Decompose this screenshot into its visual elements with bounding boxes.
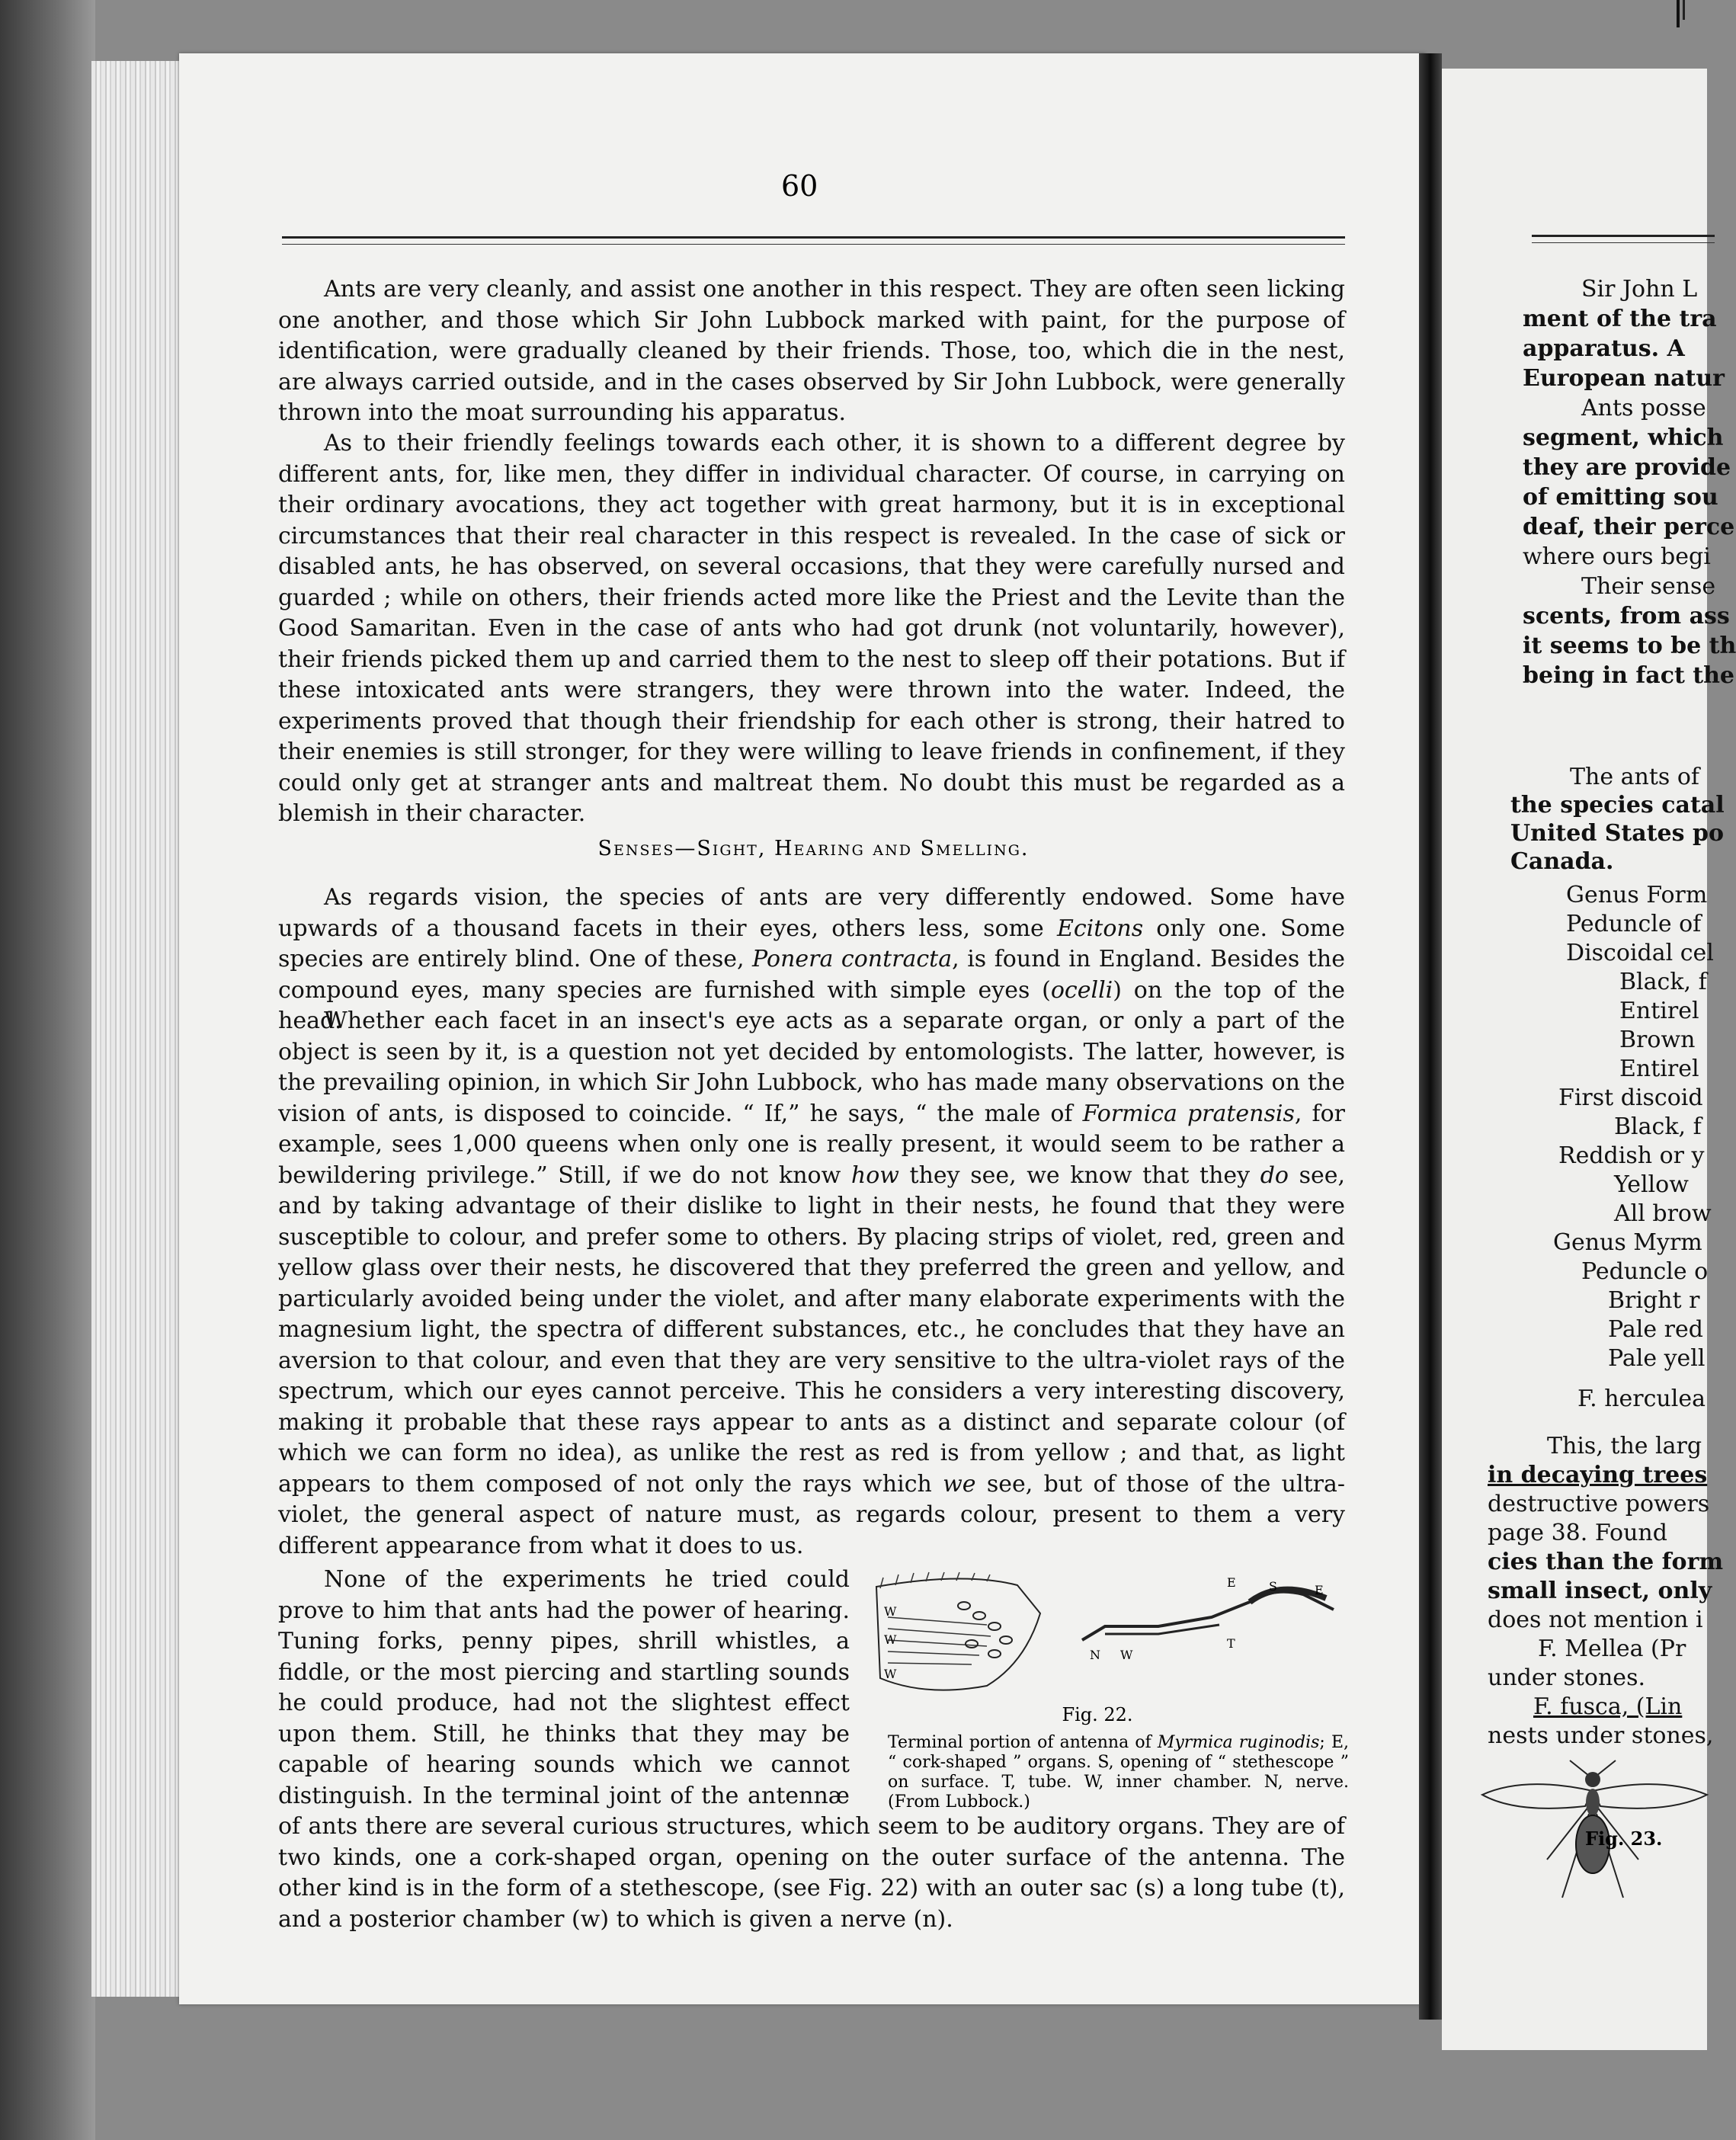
fig22-letter-n: N bbox=[1090, 1648, 1100, 1662]
right-bottom-line-1: in decaying trees bbox=[1488, 1462, 1708, 1488]
right-top-line-12: it seems to be th bbox=[1523, 633, 1736, 659]
right-list-2: Discoidal cel bbox=[1566, 940, 1714, 966]
page-number: 60 bbox=[781, 169, 818, 203]
fig22-letter-w4: W bbox=[1120, 1648, 1133, 1662]
paragraph-friendship: As to their friendly feelings towards each other, it is shown to a different degree by different ants, for, like men, they differ in individual character. Of course, in carrying on their ordinary avocations, they act together with great harmony, but it is in exceptional circumstances that their real character in this respect is revealed. In the case of sick or disabled ants, he has observed, on several occasions, that they were carefully nursed and guarded ; while on others, their friends acted more like the Priest and the Levite than the Good Samaritan. Even in the case of ants who had got drunk (not voluntarily, however), their friends picked them up and carried them to the nest to sleep off their potations. But if these intoxicated ants were strangers, they were thrown into the water. Indeed, the experiments proved that though their friendship for each other is strong, their hatred to their enemies is still stronger, for they were willing to leave friends in confinement, if they could only get at stranger ants and maltreat them. No doubt this must be regarded as a blemish in their character. bbox=[278, 430, 1345, 827]
right-top-line-4: Ants posse bbox=[1581, 395, 1706, 421]
right-list-6: Entirel bbox=[1619, 1056, 1699, 1082]
right-top-line-13: being in fact the bbox=[1523, 662, 1735, 689]
right-bottom-line-9: F. fusca, (Lin bbox=[1533, 1693, 1683, 1720]
antenna-section-illustration bbox=[873, 1571, 1048, 1701]
paragraph-hearing: None of the experiments he tried could prove to him that ants had the power of hearing. Tuning forks, penny pipes, shrill whistles, a fiddle, or the most piercing and startling sounds he could produce, had not the slightest effect upon them. Still, he thinks that they may be capable of hearing sounds which we cannot distinguish. In the terminal joint of the antennæ of ants there are several curious structures, which seem to be auditory organs. They are of two kinds, one a cork-shaped organ, opening on the outer surface of the antenna. The other kind is in the form of a stethescope, (see Fig. 22) with an outer sac (s) a long tube (t), and a posterior chamber (w) to which is given a nerve (n). bbox=[278, 1566, 1345, 1933]
scan-mark-2 bbox=[1683, 0, 1685, 20]
header-rule-thin bbox=[282, 244, 1345, 245]
right-list-15: Pale red bbox=[1608, 1316, 1703, 1343]
right-header-rule-thin bbox=[1532, 242, 1715, 243]
right-top-line-9: where ours begi bbox=[1523, 543, 1711, 570]
book-gutter bbox=[1419, 53, 1442, 2020]
book-edge-shadow bbox=[0, 0, 95, 2140]
right-mid-line-1: the species catal bbox=[1510, 792, 1725, 819]
right-top-line-10: Their sense bbox=[1581, 573, 1716, 600]
right-top-line-3: European natur bbox=[1523, 365, 1725, 392]
scan-mark bbox=[1677, 0, 1680, 27]
fig22-letter-w3: W bbox=[884, 1667, 897, 1681]
paragraph-vision: As regards vision, the species of ants are very differently endowed. Some have upwards of a thousand facets in their eyes, others less, some Ecitons only one. Some species are entirely blind. One of these, Ponera contracta, is found in England. Besides the compound eyes, many species are furnished with simple eyes (ocelli) on the top of the head. bbox=[278, 884, 1346, 1034]
right-header-rule bbox=[1532, 235, 1715, 237]
right-top-line-1: ment of the tra bbox=[1523, 306, 1717, 332]
right-mid-line-3: Canada. bbox=[1510, 848, 1614, 875]
right-bottom-line-3: page 38. Found bbox=[1488, 1520, 1667, 1546]
right-top-line-0: Sir John L bbox=[1581, 276, 1698, 303]
fig22-letter-t: T bbox=[1227, 1636, 1235, 1651]
page-stack-edges bbox=[91, 61, 183, 1997]
stethoscope-organ-illustration bbox=[1075, 1571, 1345, 1663]
right-list-0: Genus Form bbox=[1566, 882, 1708, 908]
right-mid-line-0: The ants of bbox=[1570, 764, 1699, 790]
section-heading: Senses—Sight, Hearing and Smelling. bbox=[597, 837, 1030, 860]
right-bottom-line-4: cies than the form bbox=[1488, 1549, 1724, 1575]
right-bottom-line-8: under stones. bbox=[1488, 1664, 1645, 1691]
right-list-3: Black, f bbox=[1619, 969, 1707, 995]
right-bottom-line-5: small insect, only bbox=[1488, 1578, 1712, 1604]
right-top-line-11: scents, from ass bbox=[1523, 603, 1730, 630]
right-mid-line-2: United States po bbox=[1510, 820, 1724, 847]
right-bottom-line-7: F. Mellea (Pr bbox=[1538, 1635, 1686, 1662]
right-top-line-5: segment, which bbox=[1523, 424, 1724, 451]
right-list-8: Black, f bbox=[1614, 1113, 1702, 1140]
right-list-17: F. herculea bbox=[1577, 1386, 1706, 1412]
right-list-10: Yellow bbox=[1614, 1171, 1689, 1198]
figure-22-label: Fig. 22. bbox=[1062, 1704, 1133, 1725]
fig22-letter-w1: W bbox=[884, 1604, 897, 1619]
right-bottom-line-2: destructive powers bbox=[1488, 1491, 1710, 1517]
paragraph-cleanliness: Ants are very cleanly, and assist one another in this respect. They are often seen licking one another, and those which Sir John Lubbock marked with paint, for the purpose of identification, were gradually cleaned by their friends. Those, too, which die in the nest, are always carried outside, and in the cases observed by Sir John Lubbock, were generally thrown into the moat surrounding his apparatus. bbox=[278, 276, 1345, 426]
right-list-13: Peduncle o bbox=[1581, 1258, 1709, 1285]
fig22-letter-e1: E bbox=[1227, 1575, 1236, 1590]
right-top-line-8: deaf, their perce bbox=[1523, 514, 1735, 540]
right-bottom-line-10: nests under stones, bbox=[1488, 1722, 1714, 1749]
right-list-9: Reddish or y bbox=[1558, 1142, 1705, 1169]
paragraph-facets: Whether each facet in an insect's eye acts as a separate organ, or only a part of the object is seen by it, is a question not yet decided by entomologists. The latter, however, is the prevailing opinion, in which Sir John Lubbock, who has made many observations on the vision of ants, is disposed to coincide. “ If,” he says, “ the male of Formica pratensis, for example, sees 1,000 queens when only one is really present, it would seem to be rather a bewildering privilege.” Still, if we do not know how they see, we know that they do see, and by taking advantage of their dislike to light in their nests, he found that they were susceptible to colour, and prefer some to others. By placing strips of violet, red, green and yellow glass over their nests, he discovered that they preferred the green and yellow, and particularly avoided being under the violet, and after many elaborate experiments with the magnesium light, the spectra of different substances, etc., he concludes that they have an aversion to that colour, and even that they are very sensitive to the ultra-violet rays of the spectrum, which our eyes cannot perceive. This he considers a very interesting discovery, making it probable that these rays appear to ants as a distinct and separate colour (of which we can form no idea), as unlike the rest as red is from yellow ; and that, as light appears to them composed of not only the rays which we see, but of those of the ultra-violet, the general aspect of nature must, as regards colour, present to them a very different appearance from what it does to us. bbox=[278, 1008, 1346, 1559]
figure-22-caption: Terminal portion of antenna of Myrmica ruginodis; E, “ cork-shaped ” organs. S, opening of “ stethescope ” on surface. T, tube. W, inner chamber. N, nerve. (From Lubbock.) bbox=[888, 1733, 1349, 1812]
header-rule bbox=[282, 236, 1345, 239]
right-list-11: All brow bbox=[1614, 1200, 1712, 1227]
right-top-line-7: of emitting sou bbox=[1523, 484, 1718, 511]
right-top-line-6: they are provide bbox=[1523, 454, 1731, 481]
right-bottom-line-6: does not mention i bbox=[1488, 1607, 1703, 1633]
right-list-7: First discoid bbox=[1558, 1084, 1703, 1111]
fig22-letter-e2: E bbox=[1315, 1583, 1324, 1597]
figure-23-label: Fig. 23. bbox=[1585, 1828, 1663, 1850]
right-list-16: Pale yell bbox=[1608, 1345, 1706, 1372]
right-list-1: Peduncle of bbox=[1566, 911, 1702, 937]
right-top-line-2: apparatus. A bbox=[1523, 335, 1685, 362]
fig22-letter-w2: W bbox=[884, 1632, 897, 1647]
fig22-letter-s: S bbox=[1269, 1579, 1277, 1594]
right-list-14: Bright r bbox=[1608, 1287, 1700, 1314]
right-list-12: Genus Myrm bbox=[1553, 1229, 1702, 1256]
right-list-4: Entirel bbox=[1619, 998, 1699, 1024]
right-list-5: Brown bbox=[1619, 1027, 1696, 1053]
right-bottom-line-0: This, the larg bbox=[1547, 1433, 1702, 1459]
